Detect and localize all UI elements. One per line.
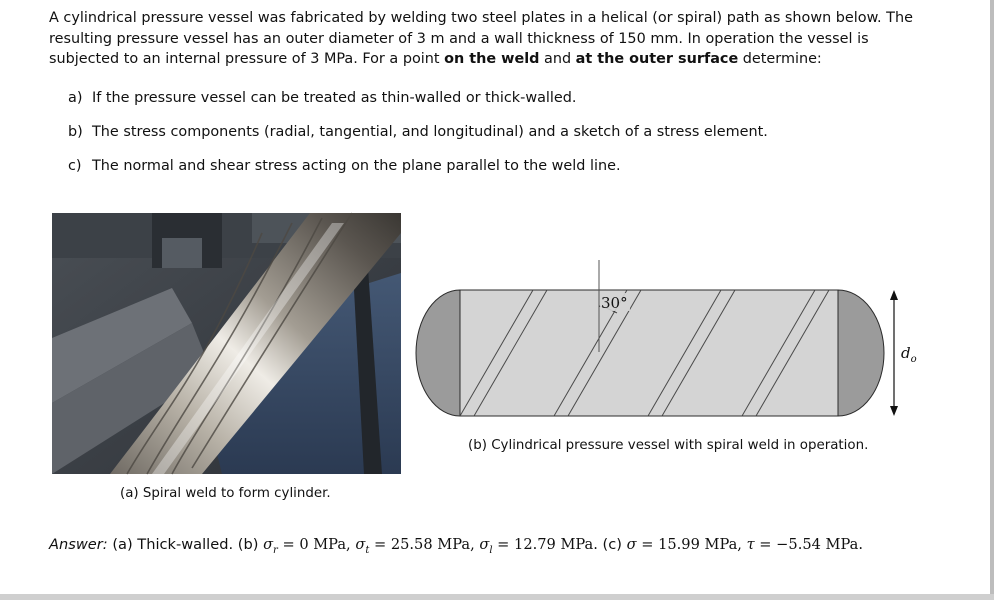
sigma-l-symbol: σ — [479, 536, 490, 553]
figure-b-vessel-diagram — [412, 258, 917, 433]
problem-emphasis-outer-surface: at the outer surface — [575, 51, 739, 67]
page-edge-bottom — [0, 594, 994, 600]
sigma-t-value: = 25.58 MPa, — [369, 536, 475, 553]
problem-statement — [49, 8, 929, 70]
vessel-right-end-cap — [838, 290, 884, 416]
answer-sigma-r — [263, 536, 351, 556]
diameter-arrow-top — [890, 290, 898, 300]
spiral-pipe-photo-illustration — [52, 213, 401, 474]
diameter-arrow-bottom — [890, 406, 898, 416]
tau-value: = −5.54 MPa. — [754, 536, 863, 553]
part-c-label: c) — [68, 158, 82, 174]
problem-text-2: and — [539, 51, 576, 67]
answer-part-b-prefix: (b) — [237, 536, 259, 553]
part-b — [68, 122, 768, 142]
part-c — [68, 156, 621, 176]
sigma-symbol: σ — [626, 536, 637, 553]
sigma-l-value: = 12.79 MPa. — [492, 536, 598, 553]
answer-sigma-t — [355, 536, 475, 556]
figure-a-photo — [52, 213, 401, 474]
part-b-label: b) — [68, 124, 83, 140]
diameter-label-main: d — [901, 344, 911, 362]
diameter-label — [901, 344, 917, 365]
sigma-t-subscript: t — [365, 544, 370, 556]
problem-emphasis-weld: on the weld — [444, 51, 540, 67]
vessel-left-end-cap — [416, 290, 460, 416]
part-c-text: The normal and shear stress acting on the plane parallel to the weld line. — [92, 158, 621, 174]
part-b-text: The stress components (radial, tangential, and longitudinal) and a sketch of a stress element. — [92, 124, 768, 140]
answer-sigma-l — [479, 536, 598, 556]
answer-part-a: (a) Thick-walled. — [112, 536, 234, 553]
sigma-r-symbol: σ — [263, 536, 274, 553]
tau-symbol: τ — [746, 536, 755, 553]
part-a — [68, 88, 576, 108]
sigma-value: = 15.99 MPa, — [636, 536, 742, 553]
page-edge-right — [990, 0, 994, 600]
problem-text-3: determine: — [738, 51, 822, 67]
sigma-l-subscript: l — [489, 544, 493, 556]
sigma-t-symbol: σ — [355, 536, 366, 553]
figure-a-caption: (a) Spiral weld to form cylinder. — [120, 486, 331, 501]
problem-text-1: A cylindrical pressure vessel was fabricated by welding two steel plates in a helical (or spiral) path as shown below. The resulting pressure vessel has an outer diameter of 3 m and a wall thickness of 150 mm. In operation the vessel is subjected to an internal pressure of 3 MPa. For a point — [49, 10, 913, 67]
vessel-cylinder-body — [460, 290, 838, 416]
diameter-label-subscript: o — [910, 354, 917, 365]
answer-part-c-prefix: (c) — [602, 536, 622, 553]
sigma-r-subscript: r — [273, 544, 278, 556]
figure-b-caption: (b) Cylindrical pressure vessel with spiral weld in operation. — [468, 438, 869, 453]
sigma-r-value: = 0 MPa, — [277, 536, 351, 553]
part-a-text: If the pressure vessel can be treated as thin-walled or thick-walled. — [92, 90, 577, 106]
answer-tau — [747, 536, 863, 553]
angle-label: 30° — [601, 294, 628, 312]
part-a-label: a) — [68, 90, 83, 106]
answer-sigma — [627, 536, 742, 553]
answer-line — [49, 536, 863, 556]
answer-label: Answer: — [49, 536, 108, 553]
